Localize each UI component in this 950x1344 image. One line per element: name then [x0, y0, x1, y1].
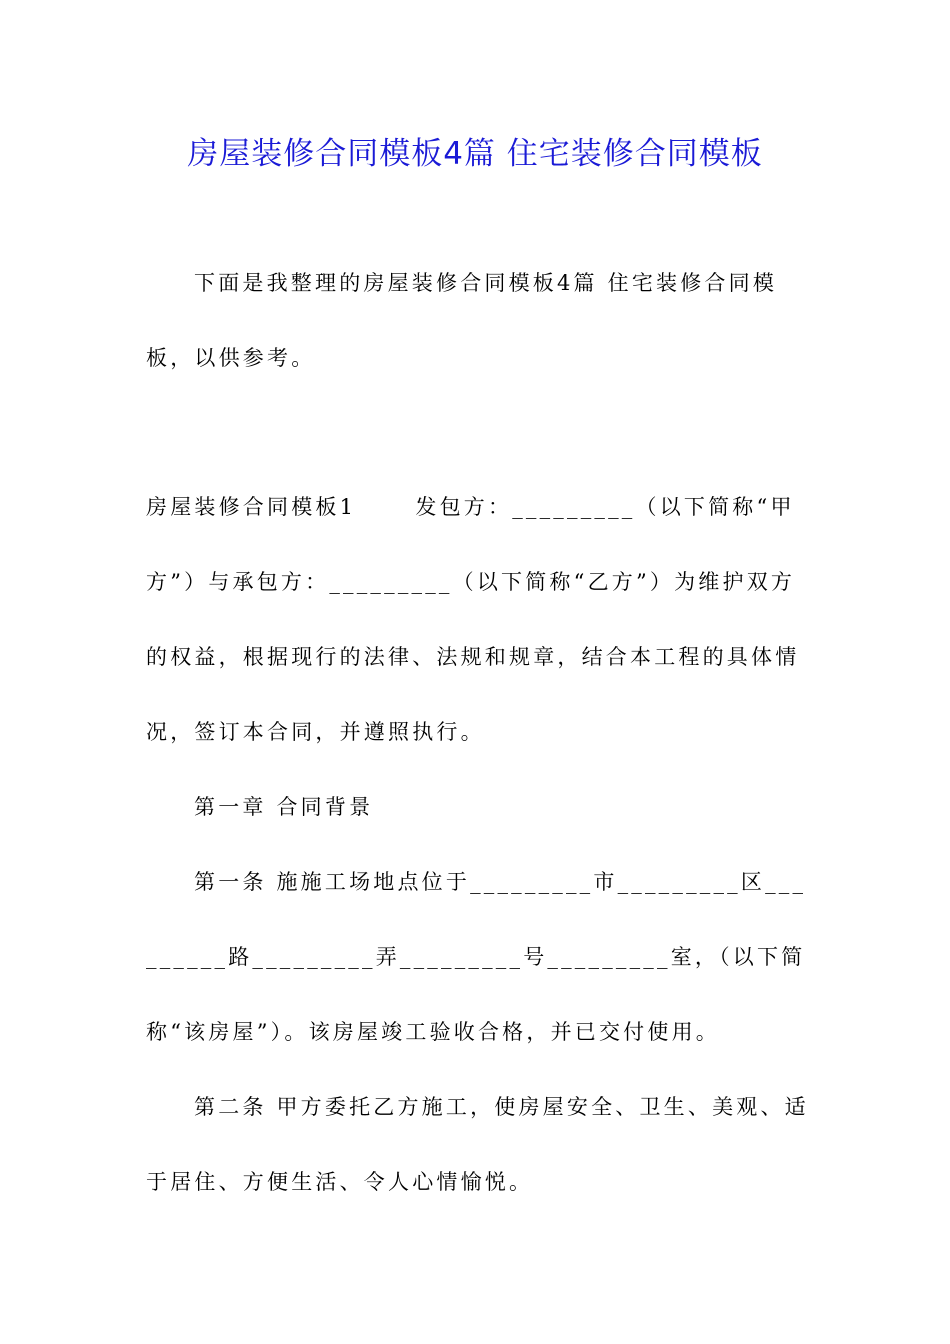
- intro-section: [146, 246, 811, 396]
- contract-body: [146, 470, 811, 1220]
- intro-paragraph: 下面是我整理的房屋装修合同模板4篇 住宅装修合同模板，以供参考。: [146, 271, 778, 370]
- article-two-paragraph: 第二条 甲方委托乙方施工，使房屋安全、卫生、美观、适于居住、方便生活、令人心情愉悦。: [146, 1095, 809, 1194]
- document-title: 房屋装修合同模板4篇 住宅装修合同模板: [187, 136, 763, 172]
- contract-opening-paragraph: 房屋装修合同模板1 发包方：_________（以下简称“甲方”）与承包方：_________（以下简称“乙方”）为维护双方的权益，根据现行的法律、法规和规章，结合本工程的具体情况，签订本合同，并遵照执行。: [146, 495, 800, 744]
- chapter-heading: 第一章 合同背景: [194, 795, 374, 819]
- article-one-paragraph: 第一条 施施工场地点位于_________市_________区_________路_________弄_________号_________室，（以下简称“该房屋”）。该房屋竣工验收合格，并已交付使用。: [146, 870, 807, 1044]
